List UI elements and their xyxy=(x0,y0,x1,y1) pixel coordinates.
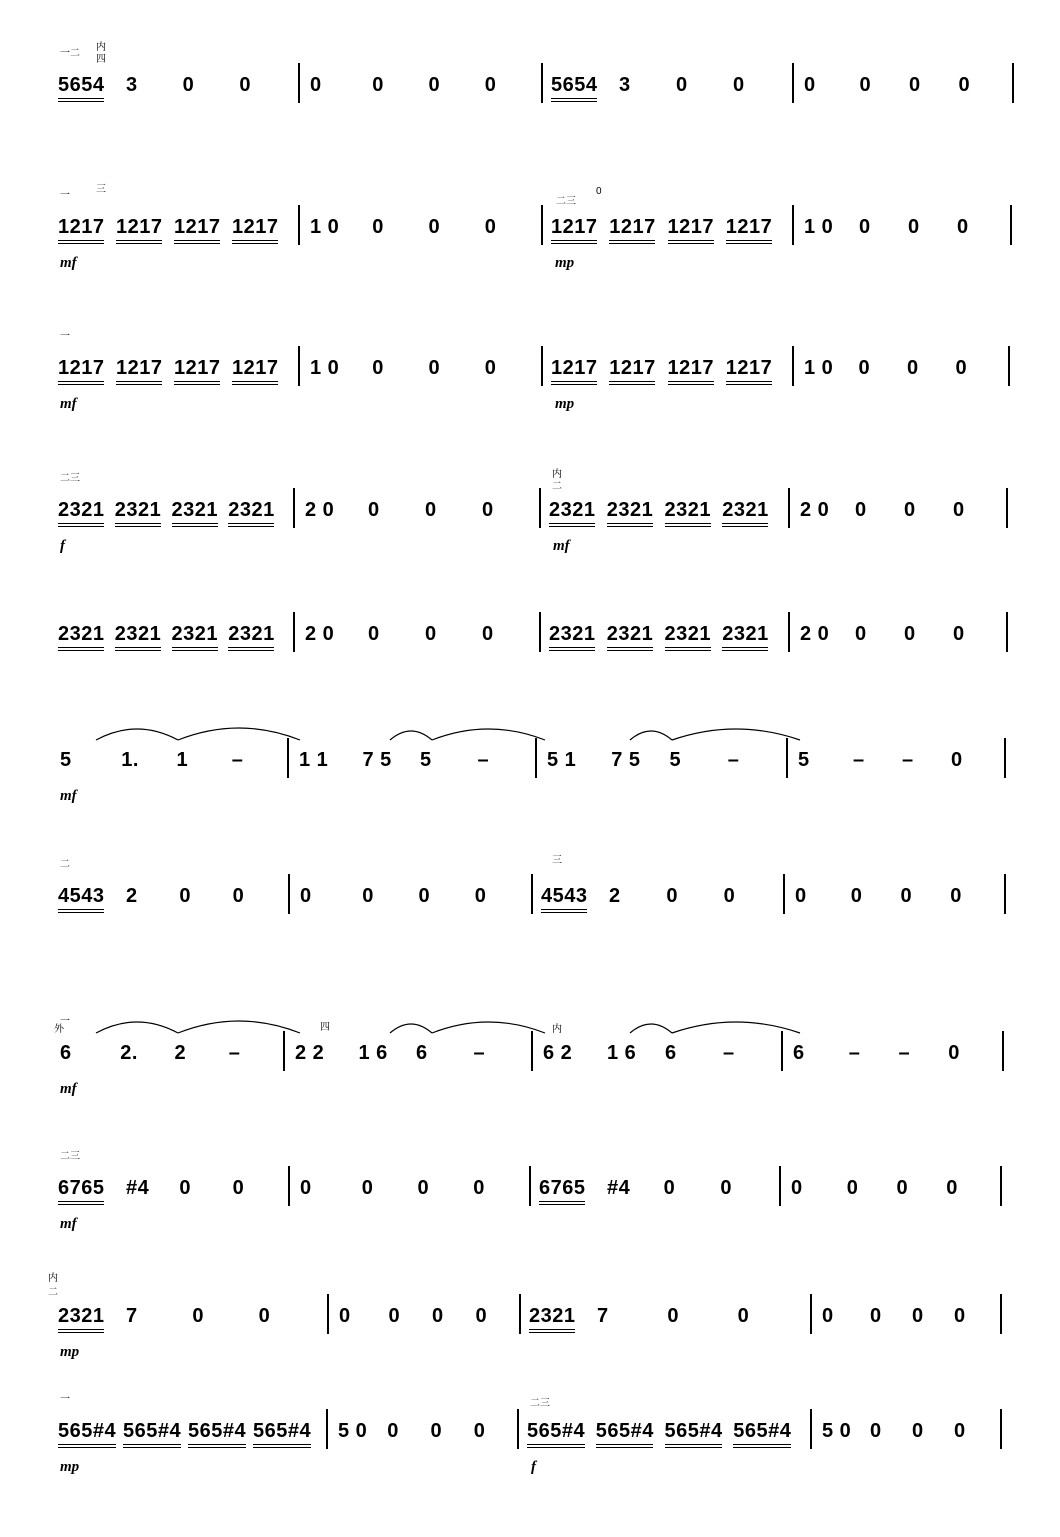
note: – xyxy=(231,749,244,771)
note: 0 xyxy=(859,74,872,96)
note: 2321 xyxy=(114,499,162,521)
note: 565#4 xyxy=(664,1420,723,1442)
note: 6 2 xyxy=(543,1042,573,1064)
note: 0 xyxy=(870,1305,882,1327)
dynamic-mark: mp xyxy=(60,1459,80,1475)
note: 565#4 xyxy=(733,1420,792,1442)
note: 2321 xyxy=(722,623,769,645)
note: 0 xyxy=(908,216,920,238)
note: 0 xyxy=(791,1177,803,1199)
fingering-mark: 二三 xyxy=(60,1151,80,1162)
note: 0 xyxy=(232,885,245,907)
note: 3 xyxy=(126,74,138,96)
note: 0 xyxy=(855,623,867,645)
dynamic-mark: mf xyxy=(60,788,77,804)
dynamic-mark: mf xyxy=(60,396,77,412)
fingering-mark: 三 xyxy=(552,855,562,866)
fingering-mark: 二三 xyxy=(556,196,576,207)
note: 5 1 xyxy=(547,749,577,771)
note: 565#4 xyxy=(253,1420,312,1442)
fingering-mark: 0 xyxy=(596,186,602,197)
note: 2321 xyxy=(664,499,711,521)
note: 0 xyxy=(720,1177,732,1199)
note: 1217 xyxy=(232,216,279,238)
note: 2321 xyxy=(58,1305,105,1327)
note: 0 xyxy=(951,749,963,771)
fingering-mark: 二 xyxy=(48,1287,58,1298)
note: 0 xyxy=(804,74,816,96)
note: 2 2 xyxy=(295,1042,325,1064)
note: 2 0 xyxy=(305,499,335,521)
slur xyxy=(96,729,178,740)
note: #4 xyxy=(126,1177,150,1199)
note: – xyxy=(228,1042,241,1064)
slur xyxy=(630,731,672,740)
note: 0 xyxy=(795,885,807,907)
note: 0 xyxy=(310,74,322,96)
slur xyxy=(390,731,432,740)
note: 2321 xyxy=(606,499,654,521)
note: 1217 xyxy=(174,216,221,238)
note: 1217 xyxy=(551,216,598,238)
note: 0 xyxy=(723,885,736,907)
note: 1 6 xyxy=(358,1042,388,1064)
note: 5 xyxy=(420,749,432,771)
slur xyxy=(432,729,545,740)
note: 1 1 xyxy=(299,749,329,771)
note: 1217 xyxy=(232,357,279,379)
note: 2321 xyxy=(549,499,596,521)
note: 6765 xyxy=(539,1177,586,1199)
note: 0 xyxy=(388,1305,401,1327)
fingering-mark: 一 xyxy=(60,190,70,201)
note: – xyxy=(853,749,865,771)
note: 0 xyxy=(904,499,916,521)
note: – xyxy=(723,1042,735,1064)
note: 3 xyxy=(619,74,631,96)
note: 0 xyxy=(737,1305,750,1327)
slur xyxy=(178,728,300,740)
note: 5 0 xyxy=(338,1420,368,1442)
note: 4543 xyxy=(541,885,588,907)
note: 0 xyxy=(192,1305,204,1327)
note: 2 xyxy=(609,885,621,907)
note: 0 xyxy=(474,885,487,907)
note: 0 xyxy=(428,216,441,238)
note: 2321 xyxy=(228,623,275,645)
note: 0 xyxy=(428,357,441,379)
fingering-mark: 二 xyxy=(552,481,562,492)
dynamic-mark: mp xyxy=(555,396,575,412)
note: 0 xyxy=(475,1305,488,1327)
note: 5 xyxy=(798,749,810,771)
note: 2321 xyxy=(58,623,105,645)
slur xyxy=(630,1024,672,1033)
note: 0 xyxy=(432,1305,444,1327)
note: #4 xyxy=(607,1177,631,1199)
note: 5 0 xyxy=(822,1420,852,1442)
note: 0 xyxy=(954,1305,966,1327)
dynamic-mark: mp xyxy=(555,255,575,271)
note: 565#4 xyxy=(123,1420,182,1442)
note: 0 xyxy=(912,1420,924,1442)
note: 1 xyxy=(176,749,189,771)
note: 0 xyxy=(870,1420,882,1442)
note: 0 xyxy=(473,1177,485,1199)
note: 0 xyxy=(428,74,441,96)
fingering-mark: 四 xyxy=(320,1022,330,1033)
note: 2 0 xyxy=(305,623,335,645)
fingering-mark: 一 xyxy=(60,1016,70,1027)
dynamic-mark: f xyxy=(531,1459,536,1475)
note: 0 xyxy=(950,885,962,907)
note: 1 6 xyxy=(607,1042,637,1064)
note: 5 xyxy=(60,749,72,771)
note: 0 xyxy=(339,1305,351,1327)
fingering-mark: 四 xyxy=(96,54,106,65)
note: 4543 xyxy=(58,885,105,907)
note: 0 xyxy=(955,357,968,379)
note: 0 xyxy=(850,885,863,907)
note: 0 xyxy=(858,357,871,379)
note: 0 xyxy=(418,885,431,907)
dynamic-mark: mf xyxy=(60,1216,77,1232)
slur xyxy=(672,729,800,740)
note: 0 xyxy=(473,1420,486,1442)
note: 0 xyxy=(484,357,497,379)
dynamic-mark: mp xyxy=(60,1344,80,1360)
note: 0 xyxy=(666,885,678,907)
note: 1217 xyxy=(551,357,598,379)
note: 2321 xyxy=(228,499,275,521)
note: 2 0 xyxy=(800,499,830,521)
note: 2321 xyxy=(114,623,162,645)
note: 5654 xyxy=(58,74,105,96)
note: 0 xyxy=(368,623,380,645)
note: 1217 xyxy=(58,357,105,379)
note: 0 xyxy=(663,1177,676,1199)
dynamic-mark: f xyxy=(60,538,65,554)
note: 1217 xyxy=(58,216,105,238)
note: 5654 xyxy=(551,74,598,96)
note: 0 xyxy=(182,74,195,96)
note: 0 xyxy=(372,357,384,379)
note: 0 xyxy=(232,1177,245,1199)
note: 0 xyxy=(482,623,494,645)
note: 2321 xyxy=(171,623,218,645)
note: 2321 xyxy=(58,499,105,521)
fingering-mark: 内 xyxy=(552,1024,562,1035)
note: 2321 xyxy=(529,1305,576,1327)
note: 0 xyxy=(482,499,494,521)
note: 7 5 xyxy=(362,749,392,771)
note: 0 xyxy=(904,623,916,645)
note: 6 xyxy=(416,1042,428,1064)
note: 2. xyxy=(120,1042,138,1064)
slur xyxy=(96,1022,178,1033)
note: 0 xyxy=(859,216,871,238)
note: 565#4 xyxy=(188,1420,247,1442)
note: – xyxy=(848,1042,861,1064)
note: 1217 xyxy=(667,357,714,379)
slur xyxy=(672,1022,800,1033)
note: 0 xyxy=(425,623,437,645)
note: 1217 xyxy=(725,216,773,238)
note: – xyxy=(898,1042,911,1064)
note: 0 xyxy=(946,1177,958,1199)
note: 0 xyxy=(179,885,191,907)
note: 1217 xyxy=(116,357,163,379)
note: 0 xyxy=(846,1177,859,1199)
note: 7 5 xyxy=(611,749,641,771)
note: 0 xyxy=(900,885,913,907)
note: 0 xyxy=(387,1420,399,1442)
fingering-mark: 内 xyxy=(552,469,562,480)
note: 1217 xyxy=(725,357,773,379)
note: 2321 xyxy=(171,499,218,521)
note: 1 0 xyxy=(310,357,340,379)
note: 2321 xyxy=(606,623,654,645)
note: 2321 xyxy=(664,623,711,645)
note: 0 xyxy=(948,1042,960,1064)
note: 6 xyxy=(665,1042,677,1064)
note: 0 xyxy=(361,1177,374,1199)
note: 2 xyxy=(174,1042,187,1064)
note: 0 xyxy=(953,499,965,521)
note: – xyxy=(902,749,914,771)
note: 0 xyxy=(179,1177,191,1199)
note: 0 xyxy=(667,1305,679,1327)
note: 0 xyxy=(368,499,380,521)
note: 6 xyxy=(793,1042,805,1064)
note: 0 xyxy=(909,74,921,96)
note: 0 xyxy=(855,499,867,521)
note: 0 xyxy=(912,1305,924,1327)
note: 0 xyxy=(958,74,971,96)
fingering-mark: 二 xyxy=(60,859,70,870)
note: 7 xyxy=(126,1305,138,1327)
note: 1217 xyxy=(667,216,714,238)
fingering-mark: 二三 xyxy=(60,473,80,484)
note: 0 xyxy=(372,74,384,96)
slur xyxy=(178,1021,300,1033)
fingering-mark: 一二 xyxy=(60,48,80,59)
note: 2321 xyxy=(722,499,769,521)
fingering-mark: 外 xyxy=(54,1024,64,1035)
dynamic-mark: mf xyxy=(553,538,570,554)
note: 0 xyxy=(954,1420,966,1442)
fingering-mark: 一 xyxy=(60,1394,70,1405)
note: 0 xyxy=(239,74,251,96)
note: 1217 xyxy=(609,216,656,238)
note: 0 xyxy=(484,74,497,96)
note: 1217 xyxy=(609,357,656,379)
note: 5 xyxy=(669,749,682,771)
fingering-mark: 三 xyxy=(96,184,106,195)
note: – xyxy=(727,749,740,771)
note: 7 xyxy=(597,1305,609,1327)
note: 0 xyxy=(430,1420,443,1442)
note: 1. xyxy=(121,749,139,771)
note: 0 xyxy=(907,357,919,379)
note: 0 xyxy=(822,1305,834,1327)
note: 0 xyxy=(300,1177,312,1199)
note: 565#4 xyxy=(595,1420,654,1442)
note: 565#4 xyxy=(527,1420,586,1442)
note: 0 xyxy=(896,1177,909,1199)
slur xyxy=(390,1024,432,1033)
note: 2321 xyxy=(549,623,596,645)
note: 1 0 xyxy=(310,216,340,238)
note: 0 xyxy=(425,499,437,521)
note: 2 0 xyxy=(800,623,830,645)
note: 0 xyxy=(372,216,384,238)
fingering-mark: 内 xyxy=(48,1273,58,1284)
note: 0 xyxy=(676,74,688,96)
note: 1217 xyxy=(174,357,221,379)
note: 1217 xyxy=(116,216,163,238)
note: – xyxy=(473,1042,486,1064)
dynamic-mark: mf xyxy=(60,255,77,271)
note: 0 xyxy=(258,1305,271,1327)
note: 0 xyxy=(362,885,374,907)
note: 565#4 xyxy=(58,1420,117,1442)
note: 1 0 xyxy=(804,357,834,379)
note: 6765 xyxy=(58,1177,105,1199)
note: 0 xyxy=(957,216,969,238)
note: 2 xyxy=(126,885,138,907)
fingering-mark: 内 xyxy=(96,42,106,53)
dynamic-mark: mf xyxy=(60,1081,77,1097)
note: 0 xyxy=(953,623,965,645)
fingering-mark: 一 xyxy=(60,331,70,342)
slur xyxy=(432,1022,545,1033)
note: 0 xyxy=(484,216,497,238)
note: 0 xyxy=(417,1177,430,1199)
note: 0 xyxy=(300,885,312,907)
note: 6 xyxy=(60,1042,72,1064)
note: – xyxy=(477,749,490,771)
fingering-mark: 二三 xyxy=(530,1398,550,1409)
note: 1 0 xyxy=(804,216,834,238)
note: 0 xyxy=(733,74,745,96)
